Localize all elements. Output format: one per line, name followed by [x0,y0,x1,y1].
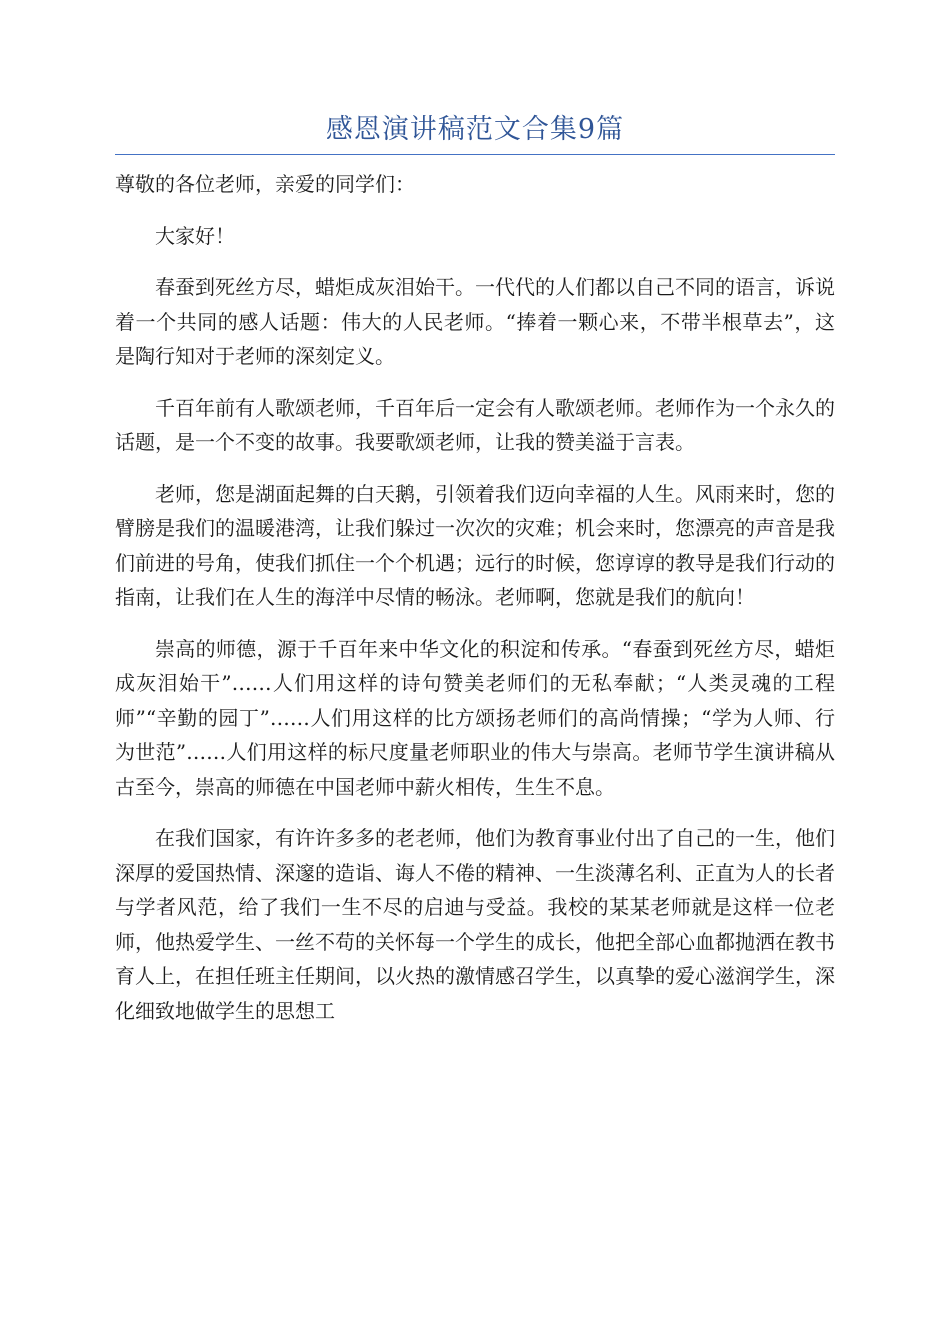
paragraph: 春蚕到死丝方尽，蜡炬成灰泪始干。一代代的人们都以自己不同的语言，诉说着一个共同的感人话题：伟大的人民老师。“捧着一颗心来，不带半根草去”，这是陶行知对于老师的深刻定义。 [115,275,835,368]
salutation: 尊敬的各位老师，亲爱的同学们： [115,172,415,196]
document-title: 感恩演讲稿范文合集9篇 [325,114,625,145]
paragraph: 在我们国家，有许许多多的老老师，他们为教育事业付出了自己的一生，他们深厚的爱国热情、深邃的造诣、诲人不倦的精神、一生淡薄名利、正直为人的长者与学者风范，给了我们一生不尽的启迪与受益。我校的某某老师就是这样一位老师，他热爱学生、一丝不苟的关怀每一个学生的成长，他把全部心血都抛洒在教书育人上，在担任班主任期间，以火热的激情感召学生，以真挚的爱心滋润学生，深化细致地做学生的思想工 [115,826,835,1023]
paragraph: 崇高的师德，源于千百年来中华文化的积淀和传承。“春蚕到死丝方尽，蜡炬成灰泪始干”……人们用这样的诗句赞美老师们的无私奉献；“人类灵魂的工程师”“辛勤的园丁”……人们用这样的比方颂扬老师们的高尚情操；“学为人师、行为世范”……人们用这样的标尺度量老师职业的伟大与崇高。老师节学生演讲稿从古至今，崇高的师德在中国老师中薪火相传，生生不息。 [115,636,835,799]
paragraph: 千百年前有人歌颂老师，千百年后一定会有人歌颂老师。老师作为一个永久的话题，是一个不变的故事。我要歌颂老师，让我的赞美溢于言表。 [115,395,835,454]
paragraph: 老师，您是湖面起舞的白天鹅，引领着我们迈向幸福的人生。风雨来时，您的臂膀是我们的温暖港湾，让我们躲过一次次的灾难；机会来时，您漂亮的声音是我们前进的号角，使我们抓住一个个机遇；远行的时候，您谆谆的教导是我们行动的指南，让我们在人生的海洋中尽情的畅泳。老师啊，您就是我们的航向！ [115,481,835,609]
paragraph-greeting: 大家好！ [155,223,235,248]
document-page [115,108,835,1045]
title-underline [115,154,835,155]
